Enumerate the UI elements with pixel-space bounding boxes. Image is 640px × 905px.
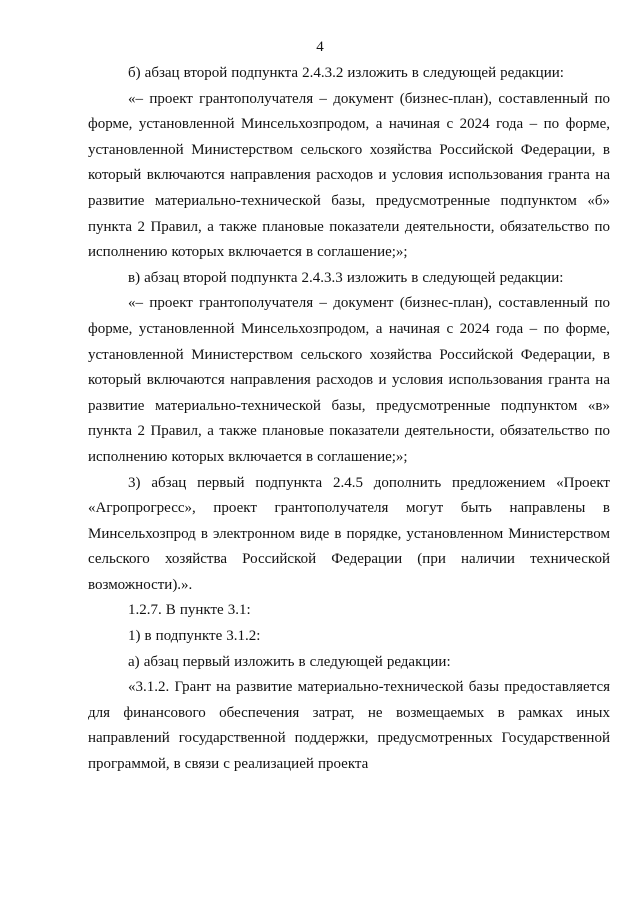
paragraph: в) абзац второй подпункта 2.4.3.3 изложить в следующей редакции: [128,269,564,286]
paragraph: 1) в подпункте 3.1.2: [128,628,261,645]
paragraph: 3) абзац первый подпункта 2.4.5 дополнить предложением «Проект «Агропрогресс», проект грантополучателя могут быть направлены в Минсельхозпрод в электронном виде в порядке, установленном Министерством сельского хозяйства Российской Федерации (при наличии технической возможности).». [88,474,610,593]
paragraph: «– проект грантополучателя – документ (бизнес-план), составленный по форме, установленной Минсельхозпродом, а начиная с 2024 года – по форме, установленной Министерством сельского хозяйства Российской Федерации, в который включаются направления расходов и условия использования гранта на развитие материально-технической базы, предусмотренные подпунктом «в» пункта 2 Правил, а также плановые показатели деятельности, обязательство по исполнению которых включается в соглашение;»; [88,295,610,465]
paragraph: б) абзац второй подпункта 2.4.3.2 изложить в следующей редакции: [128,65,564,81]
page-number: 4 [316,39,324,55]
paragraph: 1.2.7. В пункте 3.1: [128,602,251,619]
paragraph: «– проект грантополучателя – документ (бизнес-план), составленный по форме, установленной Минсельхозпродом, а начиная с 2024 года – по форме, установленной Министерством сельского хозяйства Российской Федерации, в который включаются направления расходов и условия использования гранта на развитие материально-технической базы, предусмотренные подпунктом «б» пункта 2 Правил, а также плановые показатели деятельности, обязательство по исполнению которых включается в соглашение;»; [88,90,610,261]
paragraph: «3.1.2. Грант на развитие материально-технической базы предоставляется для финансового обеспечения затрат, не возмещаемых в рамках иных направлений государственной поддержки, предусмотренных Государственной программой, в связи с реализацией проекта [88,679,610,773]
paragraph: а) абзац первый изложить в следующей редакции: [128,653,451,670]
document-body [88,61,610,778]
